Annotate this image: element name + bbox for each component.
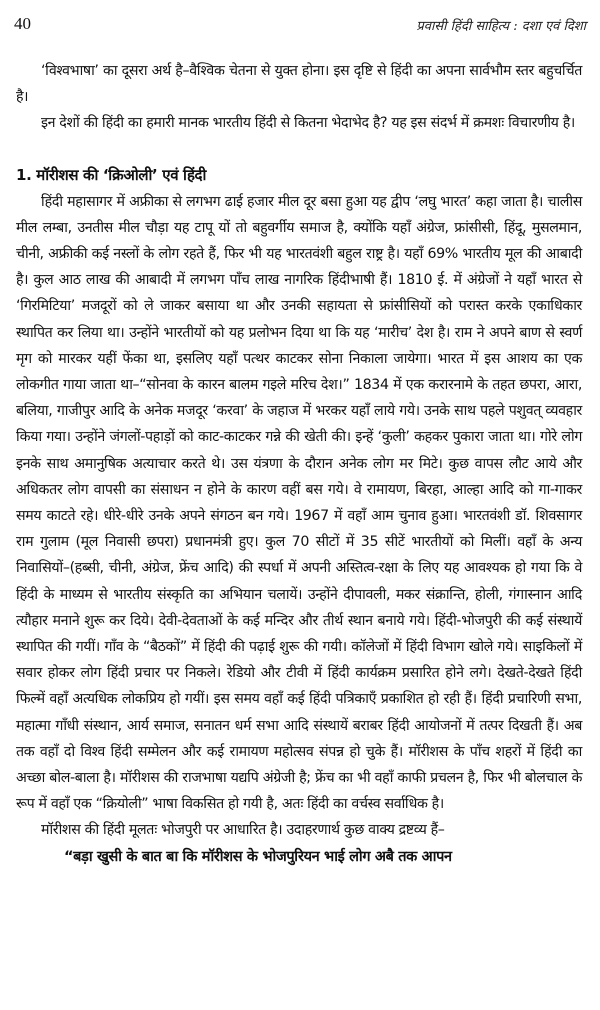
paragraph-bhojpuri-basis: मॉरीशस की हिंदी मूलतः भोजपुरी पर आधारित है। उदाहरणार्थ कुछ वाक्य द्रष्टव्य हैं–: [41, 822, 445, 839]
page-body: [16, 58, 582, 870]
running-title: प्रवासी हिंदी साहित्य : दशा एवं दिशा: [416, 19, 586, 34]
paragraph-mauritius-history: हिंदी महासागर में अफ्रीका से लगभग ढाई हजार मील दूर बसा हुआ यह द्वीप ‘लघु भारत’ कहा जाता है। चालीस मील लम्बा, उनतीस मील चौड़ा यह टापू यों तो बहुवर्गीय समाज है, क्योंकि यहाँ अंग्रेज, फ्रांसीसी, हिंदू, मुसलमान, चीनी, अफ्रीकी कई नस्लों के लोग रहते हैं, फिर भी यह भारतवंशी बहुल राष्ट्र है। यहाँ 69% भारतीय मूल की आबादी है। कुल आठ लाख की आबादी में लगभग पाँच लाख नागरिक हिंदीभाषी हैं। 1810 ई. में अंग्रेजों ने यहाँ भारत से ‘गिरमिटिया’ मजदूरों को ले जाकर बसाया था और उनकी सहायता से फ्रांसीसियों को परास्त करके एकाधिकार स्थापित कर लिया था। उन्होंने भारतीयों को यह प्रलोभन दिया था कि यह ‘मारीच’ देश है। राम ने अपने बाण से स्वर्ण मृग को मारकर यहीं फेंका था, इसलिए यहाँ पत्थर काटकर सोना निकाला जायेगा। भारत में इस आशय का एक लोकगीत गाया जाता था–“सोनवा के कारन बालम गइले मरिच देश।” 1834 में एक करारनामे के तहत छपरा, आरा, बलिया, गाजीपुर आदि के अनेक मजदूर ‘करवा’ के जहाज में भरकर यहाँ लाये गये। उनके साथ पहले पशुवत् व्यवहार किया गया। उन्होंने जंगलों-पहाड़ों को काट-काटकर गन्ने की खेती की। इन्हें ‘कुली’ कहकर पुकारा जाता था। गोरे लोग इनके साथ अमानुषिक अत्याचार करते थे। उस यंत्रणा के दौरान अनेक लोग मर मिटे। कुछ वापस लौट आये और अधिकतर लोग वापसी का संसाधन न होने के कारण वहीं बस गये। वे रामायण, बिरहा, आल्हा आदि को गा-गाकर समय काटते रहे। धीरे-धीरे उनके अपने संगठन बन गये। 1967 में वहाँ आम चुनाव हुआ। भारतवंशी डॉ. शिवसागर राम गुलाम (मूल निवासी छपरा) प्रधानमंत्री हुए। कुल 70 सीटों में 35 सीटें भारतीयों को मिलीं। वहाँ के अन्य निवासियों–(हब्सी, चीनी, अंग्रेज, फ्रेंच आदि) की स्पर्धा में अपनी अस्तित्व-रक्षा के लिए यह आवश्यक हो गया कि वे हिंदी के माध्यम से भारतीय संस्कृति का अभियान चलायें। उन्होंने दीपावली, मकर संक्रान्ति, होली, गंगास्नान आदि त्यौहार मनाने शुरू कर दिये। देवी-देवताओं के कई मन्दिर और तीर्थ स्थान बनाये गये। हिंदी-भोजपुरी की कई संस्थायें स्थापित की गयीं। गाँव के “बैठकों” में हिंदी की पढ़ाई शुरू की गयी। कॉलेजों में हिंदी विभाग खोले गये। साइकिलों में सवार होकर लोग हिंदी प्रचार पर निकले। रेडियो और टीवी में हिंदी कार्यक्रम प्रसारित होने लगे। देखते-देखते हिंदी फिल्में वहाँ अत्यधिक लोकप्रिय हो गयीं। इस समय वहाँ कई हिंदी पत्रिकाएँ प्रकाशित हो रही हैं। हिंदी प्रचारिणी सभा, महात्मा गाँधी संस्थान, आर्य समाज, सनातन धर्म सभा आदि संस्थायें बराबर हिंदी आयोजनों में तत्पर दिखती हैं। अब तक वहाँ दो विश्व हिंदी सम्मेलन और कई रामायण महोत्सव संपन्न हो चुके हैं। मॉरीशस के पाँच शहरों में हिंदी का अच्छा बोल-बाला है। मॉरीशस की राजभाषा यद्यपि अंग्रेजी है; फ्रेंच का भी वहाँ काफी प्रचलन है, फिर भी बोलचाल के रूप में वहाँ एक “क्रियोली” भाषा विकसित हो गयी है, अतः हिंदी का वर्चस्व सर्वाधिक है।: [16, 193, 582, 813]
page-header: [14, 14, 586, 36]
paragraph-vishwabhasha: ‘विश्वभाषा’ का दूसरा अर्थ है–वैश्विक चेतना से युक्त होना। इस दृष्टि से हिंदी का अपना सार्वभौम स्तर बहुचर्चित है।: [16, 63, 582, 106]
paragraph-bhedabhed: इन देशों की हिंदी का हमारी मानक भारतीय हिंदी से कितना भेदाभेद है? यह इस संदर्भ में क्रमशः विचारणीय है।: [41, 115, 575, 132]
section-heading: 1. मॉरीशस की ‘क्रिओली’ एवं हिंदी: [16, 165, 207, 184]
bhojpuri-quote: “बड़ा खुसी के बात बा कि मॉरीशस के भोजपुरियन भाई लोग अबै तक आपन: [64, 848, 452, 865]
page-number: 40: [14, 14, 31, 33]
